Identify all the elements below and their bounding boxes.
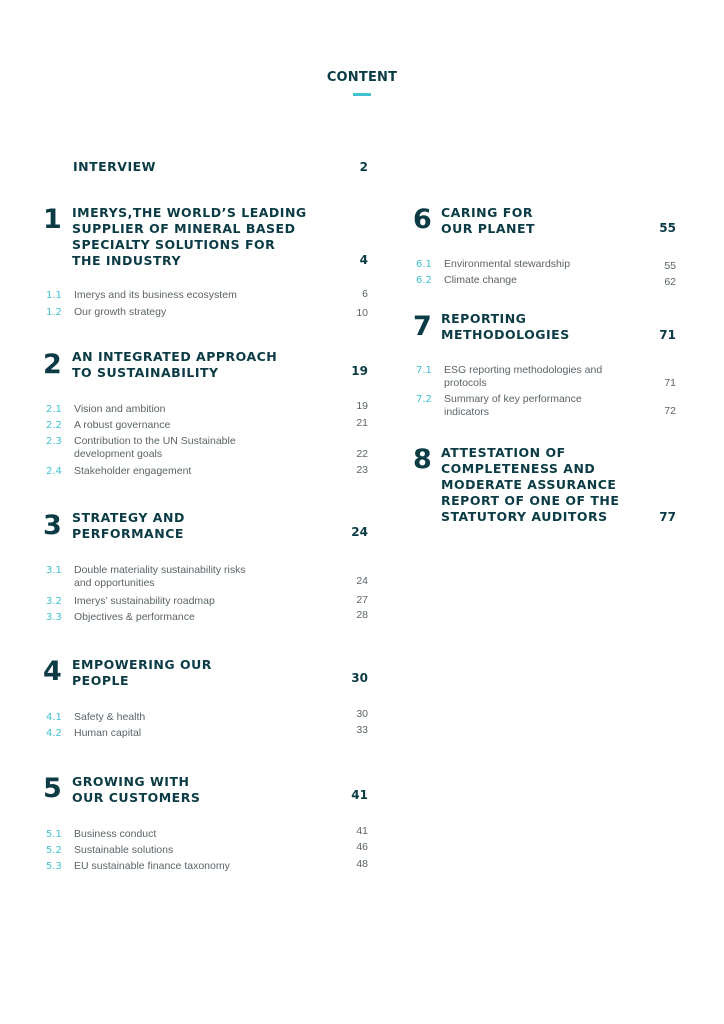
- subsection-title[interactable]: Objectives & performance: [74, 611, 195, 623]
- section-title[interactable]: GROWING WITH OUR CUSTOMERS: [72, 774, 201, 805]
- subsection-number: 3.1: [46, 565, 62, 576]
- section-title[interactable]: CARING FOR OUR PLANET: [441, 205, 536, 236]
- subsection-page[interactable]: 48: [356, 858, 368, 870]
- subsection-title[interactable]: Business conduct: [74, 828, 157, 840]
- section-number: 2: [43, 349, 62, 380]
- subsection-page[interactable]: 55: [664, 260, 676, 272]
- subsection-page[interactable]: 23: [356, 464, 368, 476]
- section-title[interactable]: STRATEGY AND PERFORMANCE: [72, 510, 185, 541]
- subsection-page[interactable]: 19: [356, 400, 368, 412]
- subsection-title[interactable]: Stakeholder engagement: [74, 465, 192, 477]
- subsection-number: 7.1: [416, 365, 432, 376]
- subsection-page[interactable]: 72: [664, 405, 676, 417]
- section-page[interactable]: 41: [351, 788, 368, 802]
- subsection-number: 4.2: [46, 728, 62, 739]
- subsection-number: 6.1: [416, 259, 432, 270]
- subsection-page[interactable]: 10: [356, 307, 368, 319]
- subsection-page[interactable]: 30: [356, 708, 368, 720]
- section-page[interactable]: 30: [351, 671, 368, 685]
- section-page[interactable]: 77: [659, 510, 676, 524]
- subsection-title[interactable]: Safety & health: [74, 711, 146, 723]
- subsection-number: 2.4: [46, 466, 62, 477]
- subsection-number: 3.3: [46, 612, 62, 623]
- subsection-page[interactable]: 33: [356, 724, 368, 736]
- section-number: 5: [43, 773, 62, 804]
- subsection-number: 1.2: [46, 307, 62, 318]
- subsection-page[interactable]: 62: [664, 276, 676, 288]
- subsection-number: 5.3: [46, 861, 62, 872]
- subsection-title[interactable]: A robust governance: [74, 419, 171, 431]
- subsection-title[interactable]: Climate change: [444, 274, 517, 286]
- subsection-number: 5.2: [46, 845, 62, 856]
- section-number: 4: [43, 656, 62, 687]
- subsection-title[interactable]: Environmental stewardship: [444, 258, 571, 270]
- toc-interview-label[interactable]: INTERVIEW: [73, 159, 156, 174]
- subsection-number: 7.2: [416, 394, 432, 405]
- subsection-number: 2.2: [46, 420, 62, 431]
- subsection-title[interactable]: Vision and ambition: [74, 403, 166, 415]
- subsection-number: 6.2: [416, 275, 432, 286]
- section-page[interactable]: 55: [659, 221, 676, 235]
- section-title[interactable]: REPORTING METHODOLOGIES: [441, 311, 570, 342]
- title-underline: [353, 93, 371, 96]
- subsection-page[interactable]: 24: [356, 575, 368, 587]
- section-page[interactable]: 71: [659, 328, 676, 342]
- subsection-number: 5.1: [46, 829, 62, 840]
- subsection-title[interactable]: Double materiality sustainability risks and opportunities: [74, 564, 246, 589]
- section-number: 8: [413, 444, 432, 475]
- subsection-title[interactable]: EU sustainable finance taxonomy: [74, 860, 230, 872]
- subsection-title[interactable]: Contribution to the UN Sustainable development goals: [74, 435, 236, 460]
- subsection-page[interactable]: 46: [356, 841, 368, 853]
- subsection-title[interactable]: ESG reporting methodologies and protocols: [444, 364, 603, 389]
- toc-interview-page[interactable]: 2: [359, 160, 368, 174]
- subsection-title[interactable]: Imerys’ sustainability roadmap: [74, 595, 215, 607]
- section-page[interactable]: 19: [351, 364, 368, 378]
- subsection-page[interactable]: 22: [356, 448, 368, 460]
- page-title: CONTENT: [326, 70, 398, 85]
- subsection-number: 2.1: [46, 404, 62, 415]
- subsection-number: 4.1: [46, 712, 62, 723]
- subsection-page[interactable]: 6: [362, 288, 368, 300]
- subsection-page[interactable]: 27: [356, 594, 368, 606]
- subsection-page[interactable]: 71: [664, 377, 676, 389]
- subsection-title[interactable]: Sustainable solutions: [74, 844, 174, 856]
- section-page[interactable]: 4: [359, 253, 368, 267]
- section-title[interactable]: ATTESTATION OF COMPLETENESS AND MODERATE ASSURANCE REPORT OF ONE OF THE STATUTORY AUDITORS: [441, 445, 620, 524]
- subsection-page[interactable]: 28: [356, 609, 368, 621]
- subsection-title[interactable]: Human capital: [74, 727, 142, 739]
- section-page[interactable]: 24: [351, 525, 368, 539]
- subsection-title[interactable]: Imerys and its business ecosystem: [74, 289, 237, 301]
- subsection-page[interactable]: 21: [356, 417, 368, 429]
- section-number: 1: [43, 204, 62, 235]
- section-number: 3: [43, 510, 62, 541]
- section-number: 7: [413, 311, 432, 342]
- subsection-title[interactable]: Summary of key performance indicators: [444, 393, 582, 418]
- section-title[interactable]: IMERYS,THE WORLD’S LEADING SUPPLIER OF MINERAL BASED SPECIALTY SOLUTIONS FOR THE INDUSTRY: [72, 205, 307, 268]
- section-title[interactable]: EMPOWERING OUR PEOPLE: [72, 657, 212, 688]
- subsection-number: 1.1: [46, 290, 62, 301]
- subsection-page[interactable]: 41: [356, 825, 368, 837]
- subsection-title[interactable]: Our growth strategy: [74, 306, 167, 318]
- subsection-number: 2.3: [46, 436, 62, 447]
- section-number: 6: [413, 204, 432, 235]
- subsection-number: 3.2: [46, 596, 62, 607]
- section-title[interactable]: AN INTEGRATED APPROACH TO SUSTAINABILITY: [72, 349, 278, 380]
